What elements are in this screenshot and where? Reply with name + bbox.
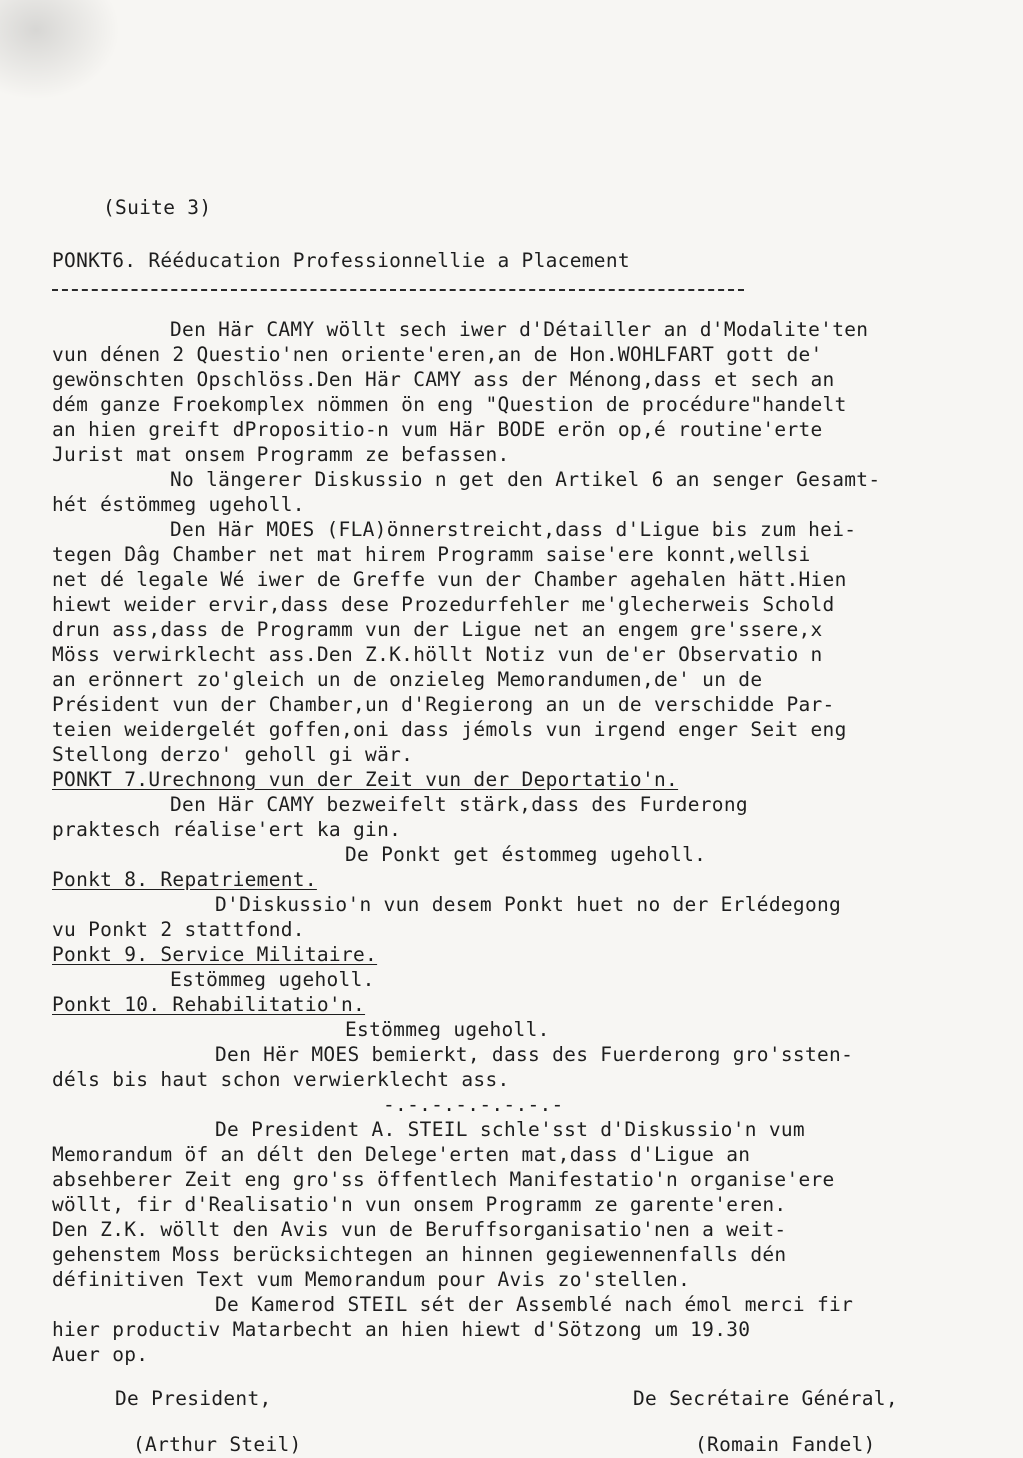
text-line: Stellong derzo' geholl gi wär.	[52, 743, 414, 766]
text-line: an hien greift dPropositio-n vum Här BODE erön op,é routine'erte	[52, 418, 823, 441]
text-line: vun dénen 2 Questio'nen oriente'eren,an de Hon.WOHLFART gott de'	[52, 343, 823, 366]
section-title-ponkt10: Ponkt 10. Rehabilitatio'n.	[52, 993, 366, 1016]
title-underline	[52, 289, 744, 291]
signature-name-president: (Arthur Steil)	[133, 1433, 302, 1456]
text-line: Président vun der Chamber,un d'Regierong an un de verschidde Par-	[52, 693, 835, 716]
text-line: drun ass,dass de Programm vun der Ligue net an engem gre'ssere,x	[52, 618, 823, 641]
text-line: hét éstömmeg ugeholl.	[52, 493, 305, 516]
section-title-ponkt8: Ponkt 8. Repatriement.	[52, 868, 317, 891]
section-title-ponkt6: PONKT6. Rééducation Professionnellie a Placement	[52, 249, 630, 272]
text-line: D'Diskussio'n vun desem Ponkt huet no der Erlédegong	[215, 893, 842, 916]
text-line: absehberer Zeit eng gro'ss öffentlech Manifestatio'n organise'ere	[52, 1168, 835, 1191]
text-line: No längerer Diskussio n get den Artikel 6 an senger Gesamt-	[170, 468, 881, 491]
text-line: Auer op.	[52, 1343, 149, 1366]
text-line: Den Z.K. wöllt den Avis vun de Beruffsorganisatio'nen a weit-	[52, 1218, 787, 1241]
signature-name-secretary: (Romain Fandel)	[695, 1433, 876, 1456]
text-line: praktesch réalise'ert ka gin.	[52, 818, 402, 841]
text-line: Möss verwirklecht ass.Den Z.K.höllt Notiz vun de'er Observatio n	[52, 643, 823, 666]
text-line: Jurist mat onsem Programm ze befassen.	[52, 443, 510, 466]
text-line: teien weidergelét goffen,oni dass jémols vun irgend enger Seit eng	[52, 718, 847, 741]
text-line: an erönnert zo'gleich un de onzieleg Memorandumen,de' un de	[52, 668, 763, 691]
text-line: gehenstem Moss berücksichtegen an hinnen gegiewennenfalls dén	[52, 1243, 787, 1266]
text-line: net dé legale Wé iwer de Greffe vun der Chamber agehalen hätt.Hien	[52, 568, 847, 591]
section-divider: -.-.-.-.-.-.-.-	[383, 1093, 564, 1116]
signature-title-secretary: De Secrétaire Général,	[633, 1387, 898, 1410]
text-line: Den Här MOES (FLA)önnerstreicht,dass d'Ligue bis zum hei-	[170, 518, 857, 541]
text-line: Den Här CAMY bezweifelt stärk,dass des Furderong	[170, 793, 748, 816]
text-line: wöllt, fir d'Realisatio'n vun onsem Programm ze garente'eren.	[52, 1193, 787, 1216]
text-line: hiewt weider ervir,dass dese Prozedurfehler me'glecherweis Schold	[52, 593, 835, 616]
text-line: Estömmeg ugeholl.	[170, 968, 375, 991]
text-line: définitiven Text vum Memorandum pour Avis zo'stellen.	[52, 1268, 691, 1291]
text-line: tegen Dâg Chamber net mat hirem Programm saise'ere konnt,wellsi	[52, 543, 811, 566]
text-line: déls bis haut schon verwierklecht ass.	[52, 1068, 510, 1091]
text-line: De President A. STEIL schle'sst d'Diskussio'n vum	[215, 1118, 805, 1141]
text-line: Den Hër MOES bemierkt, dass des Fuerderong gro'ssten-	[215, 1043, 854, 1066]
paper-stain	[0, 0, 120, 100]
text-line: hier productiv Matarbecht an hien hiewt d'Sötzong um 19.30	[52, 1318, 751, 1341]
text-line: Den Här CAMY wöllt sech iwer d'Détailler an d'Modalite'ten	[170, 318, 869, 341]
section-title-ponkt9: Ponkt 9. Service Militaire.	[52, 943, 378, 966]
text-line: De Kamerod STEIL sét der Assemblé nach émol merci fir	[215, 1293, 854, 1316]
text-line: gewönschten Opschlöss.Den Här CAMY ass der Ménong,dass et sech an	[52, 368, 835, 391]
text-line: Estömmeg ugeholl.	[345, 1018, 550, 1041]
text-line: dém ganze Froekomplex nömmen ön eng "Question de procédure"handelt	[52, 393, 847, 416]
signature-title-president: De President,	[115, 1387, 272, 1410]
text-line: vu Ponkt 2 stattfond.	[52, 918, 305, 941]
text-line: Memorandum öf an délt den Delege'erten mat,dass d'Ligue an	[52, 1143, 751, 1166]
section-title-ponkt7: PONKT 7.Urechnong vun der Zeit vun der Deportatio'n.	[52, 768, 679, 791]
text-line: De Ponkt get éstommeg ugeholl.	[345, 843, 707, 866]
page-continuation-header: (Suite 3)	[103, 196, 212, 219]
